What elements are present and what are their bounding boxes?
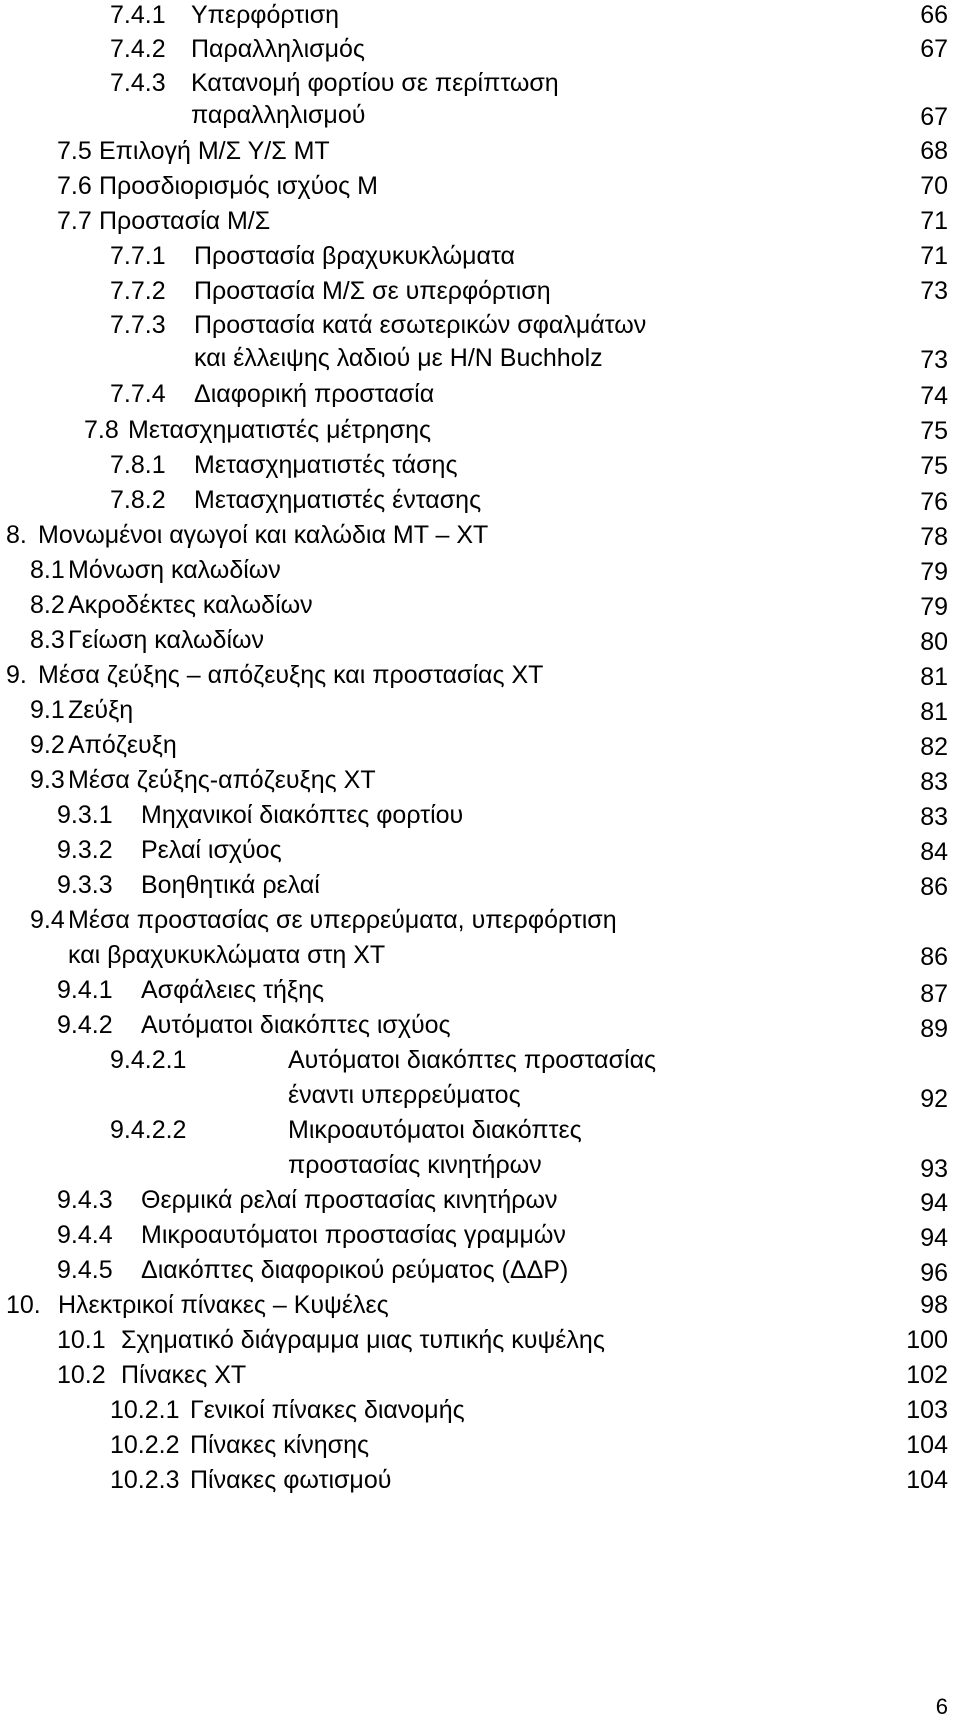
toc-entry-page: 81 bbox=[920, 698, 948, 726]
toc-entry-page: 70 bbox=[920, 172, 948, 200]
toc-entry-number: 7.8 bbox=[84, 416, 119, 444]
toc-entry-page: 71 bbox=[920, 242, 948, 270]
toc-entry-number: 9. bbox=[6, 661, 27, 689]
toc-entry-title: Ασφάλειες τήξης bbox=[141, 976, 325, 1004]
toc-entry-page: 89 bbox=[920, 1015, 948, 1043]
toc-entry-title: Προστασία κατά εσωτερικών σφαλμάτων bbox=[194, 311, 647, 339]
toc-entry-number: 7.6 bbox=[57, 172, 92, 200]
toc-entry-page: 76 bbox=[920, 488, 948, 516]
toc-entry-number: 7.8.1 bbox=[110, 451, 166, 479]
toc-entry-number: 9.4.4 bbox=[57, 1221, 113, 1249]
toc-entry-number: 10.2 bbox=[57, 1361, 106, 1389]
toc-entry-title-line2: και βραχυκυκλώματα στη ΧΤ bbox=[68, 941, 386, 969]
toc-entry-number: 9.1 bbox=[30, 696, 65, 724]
toc-entry-number: 9.4.2 bbox=[57, 1011, 113, 1039]
toc-entry-number: 9.3.1 bbox=[57, 801, 113, 829]
toc-entry-page: 83 bbox=[920, 803, 948, 831]
toc-entry-number: 7.7.2 bbox=[110, 277, 166, 305]
toc-entry-number: 7.5 bbox=[57, 137, 92, 165]
toc-entry-title: Αυτόματοι διακόπτες ισχύος bbox=[141, 1011, 451, 1039]
toc-entry-number: 7.7.4 bbox=[110, 380, 166, 408]
toc-entry-title: Σχηματικό διάγραμμα μιας τυπικής κυψέλης bbox=[121, 1326, 605, 1354]
toc-entry-page: 79 bbox=[920, 558, 948, 586]
toc-entry-page: 83 bbox=[920, 768, 948, 796]
toc-entry-page: 86 bbox=[920, 943, 948, 971]
toc-entry-page: 75 bbox=[920, 417, 948, 445]
toc-entry-title: Ζεύξη bbox=[68, 696, 134, 724]
toc-entry-title-line2: έναντι υπερρεύματος bbox=[288, 1081, 521, 1109]
toc-entry-title: Μικροαυτόματοι προστασίας γραμμών bbox=[141, 1221, 566, 1249]
toc-entry-title: Πίνακες ΧΤ bbox=[121, 1361, 247, 1389]
toc-entry-page: 100 bbox=[906, 1326, 948, 1354]
toc-entry-title: Προστασία Μ/Σ σε υπερφόρτιση bbox=[194, 277, 551, 305]
toc-entry-page: 104 bbox=[906, 1466, 948, 1494]
toc-entry-number: 9.3.2 bbox=[57, 836, 113, 864]
toc-entry-title: Υπερφόρτιση bbox=[191, 1, 340, 29]
toc-entry-page: 104 bbox=[906, 1431, 948, 1459]
toc-entry-title: Μικροαυτόματοι διακόπτες bbox=[288, 1116, 582, 1144]
toc-entry-page: 71 bbox=[920, 207, 948, 235]
toc-entry-page: 74 bbox=[920, 382, 948, 410]
toc-entry-number: 7.4.1 bbox=[110, 1, 166, 29]
toc-entry-number: 9.3 bbox=[30, 766, 65, 794]
toc-entry-page: 84 bbox=[920, 838, 948, 866]
toc-entry-number: 9.3.3 bbox=[57, 871, 113, 899]
toc-entry-title: Μηχανικοί διακόπτες φορτίου bbox=[141, 801, 464, 829]
toc-entry-title: Μέσα ζεύξης – απόζευξης και προστασίας ΧΤ bbox=[38, 661, 544, 689]
toc-entry-page: 87 bbox=[920, 980, 948, 1008]
toc-entry-page: 81 bbox=[920, 663, 948, 691]
toc-entry-page: 67 bbox=[920, 35, 948, 63]
toc-entry-page: 68 bbox=[920, 137, 948, 165]
toc-entry-number: 8.2 bbox=[30, 591, 65, 619]
toc-entry-number: 10.1 bbox=[57, 1326, 106, 1354]
toc-entry-page: 103 bbox=[906, 1396, 948, 1424]
toc-entry-number: 7.7.3 bbox=[110, 311, 166, 339]
toc-entry-title: Διαφορική προστασία bbox=[194, 380, 435, 408]
toc-entry-number: 7.4.2 bbox=[110, 35, 166, 63]
toc-entry-number: 8. bbox=[6, 521, 27, 549]
toc-entry-title: Πίνακες κίνησης bbox=[190, 1431, 370, 1459]
toc-entry-title: Απόζευξη bbox=[68, 731, 177, 759]
toc-entry-title: Θερμικά ρελαί προστασίας κινητήρων bbox=[141, 1186, 558, 1214]
toc-entry-number: 9.2 bbox=[30, 731, 65, 759]
toc-entry-number: 10.2.3 bbox=[110, 1466, 180, 1494]
toc-entry-number: 10. bbox=[6, 1291, 41, 1319]
toc-entry-page: 75 bbox=[920, 452, 948, 480]
toc-entry-title: Γείωση καλωδίων bbox=[68, 626, 265, 654]
toc-entry-title: Ηλεκτρικοί πίνακες – Κυψέλες bbox=[58, 1291, 389, 1319]
toc-entry-title: Επιλογή Μ/Σ Υ/Σ ΜΤ bbox=[99, 137, 330, 165]
toc-entry-page: 94 bbox=[920, 1189, 948, 1217]
toc-entry-page: 73 bbox=[920, 277, 948, 305]
toc-entry-title: Μετασχηματιστές έντασης bbox=[194, 486, 482, 514]
toc-entry-title: Ακροδέκτες καλωδίων bbox=[68, 591, 313, 619]
toc-entry-number: 9.4.1 bbox=[57, 976, 113, 1004]
toc-entry-number: 9.4.2.2 bbox=[110, 1116, 187, 1144]
toc-entry-page: 94 bbox=[920, 1224, 948, 1252]
toc-entry-page: 96 bbox=[920, 1259, 948, 1287]
toc-entry-number: 7.7 bbox=[57, 207, 92, 235]
toc-entry-title-line2: παραλληλισμού bbox=[191, 101, 366, 129]
toc-entry-page: 79 bbox=[920, 593, 948, 621]
toc-entry-continuation bbox=[288, 1080, 521, 1110]
toc-entry-title: Γενικοί πίνακες διανομής bbox=[190, 1396, 465, 1424]
toc-entry-page: 73 bbox=[920, 346, 948, 374]
toc-entry-title: Μετασχηματιστές μέτρησης bbox=[128, 416, 432, 444]
toc-entry-title: Ρελαί ισχύος bbox=[141, 836, 282, 864]
toc-entry-number: 10.2.2 bbox=[110, 1431, 180, 1459]
toc-entry-title: Κατανομή φορτίου σε περίπτωση bbox=[191, 69, 559, 97]
toc-entry-number: 9.4.2.1 bbox=[110, 1046, 187, 1074]
toc-entry-number: 7.4.3 bbox=[110, 69, 166, 97]
toc-entry-title: Μετασχηματιστές τάσης bbox=[194, 451, 458, 479]
toc-entry-page: 78 bbox=[920, 523, 948, 551]
toc-entry-title: Βοηθητικά ρελαί bbox=[141, 871, 320, 899]
toc-entry-number: 9.4.3 bbox=[57, 1186, 113, 1214]
toc-entry-number: 7.8.2 bbox=[110, 486, 166, 514]
toc-entry-title: Προστασία βραχυκυκλώματα bbox=[194, 242, 515, 270]
toc-entry-title: Μονωμένοι αγωγοί και καλώδια ΜΤ – ΧΤ bbox=[38, 521, 489, 549]
toc-entry-title: Μέσα ζεύξης-απόζευξης ΧΤ bbox=[68, 766, 376, 794]
toc-entry-title: Μόνωση καλωδίων bbox=[68, 556, 281, 584]
toc-entry-page: 92 bbox=[920, 1085, 948, 1113]
toc-entry-number: 8.3 bbox=[30, 626, 65, 654]
toc-entry-continuation bbox=[191, 100, 365, 130]
toc-entry-title: Παραλληλισμός bbox=[191, 35, 365, 63]
toc-entry-continuation bbox=[194, 343, 603, 373]
toc-entry-page: 102 bbox=[906, 1361, 948, 1389]
toc-entry-number: 9.4 bbox=[30, 906, 65, 934]
toc-entry-title-line2: και έλλειψης λαδιού με Η/Ν Buchholz bbox=[194, 344, 603, 372]
toc-entry-page: 98 bbox=[920, 1291, 948, 1319]
toc-entry-page: 93 bbox=[920, 1155, 948, 1183]
toc-entry-page: 66 bbox=[920, 1, 948, 29]
toc-entry-title: Προσδιορισμός ισχύος Μ bbox=[99, 172, 378, 200]
toc-entry-title: Διακόπτες διαφορικού ρεύματος (ΔΔΡ) bbox=[141, 1256, 569, 1284]
toc-entry-title: Προστασία Μ/Σ bbox=[99, 207, 271, 235]
toc-entry-continuation bbox=[288, 1150, 542, 1180]
toc-entry-title: Πίνακες φωτισμού bbox=[190, 1466, 392, 1494]
toc-entry-title: Αυτόματοι διακόπτες προστασίας bbox=[288, 1046, 657, 1074]
toc-entry-title: Μέσα προστασίας σε υπερρεύματα, υπερφόρτιση bbox=[68, 906, 617, 934]
toc-entry-number: 10.2.1 bbox=[110, 1396, 180, 1424]
toc-entry-page: 86 bbox=[920, 873, 948, 901]
toc-entry-title-line2: προστασίας κινητήρων bbox=[288, 1151, 542, 1179]
toc-entry-number: 8.1 bbox=[30, 556, 65, 584]
toc-entry-page: 82 bbox=[920, 733, 948, 761]
toc-entry-number: 7.7.1 bbox=[110, 242, 166, 270]
toc-entry-page: 67 bbox=[920, 103, 948, 131]
page-number: 6 bbox=[935, 1694, 948, 1719]
toc-entry-number: 9.4.5 bbox=[57, 1256, 113, 1284]
toc-entry-page: 80 bbox=[920, 628, 948, 656]
toc-entry-continuation bbox=[68, 940, 385, 970]
